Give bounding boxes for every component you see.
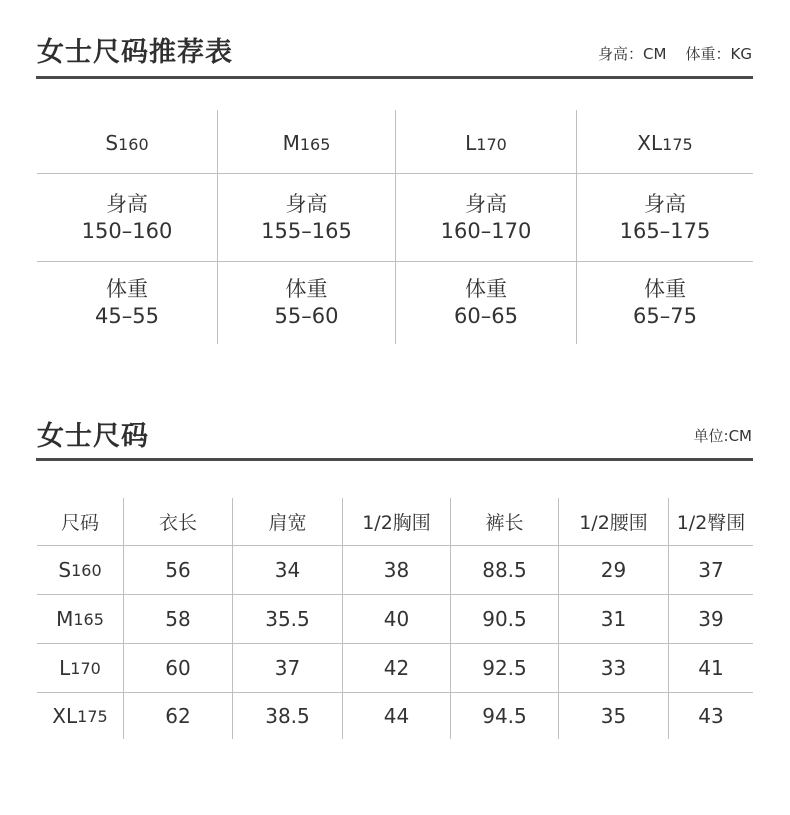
size-label-cell [37, 693, 124, 739]
column-header: 1/2胸围 [343, 498, 451, 546]
measurement-value: 58 [124, 595, 233, 644]
weight-label: 体重 [644, 277, 686, 301]
size-number: 170 [476, 134, 507, 154]
size-letter: S [105, 130, 119, 155]
size-letter: M [56, 607, 74, 631]
column-header: 1/2臀围 [669, 498, 753, 546]
measurement-value: 29 [559, 546, 669, 595]
height-cell [396, 174, 577, 262]
size-table-unit: 单位:CM [693, 427, 752, 445]
height-label: 身高 [106, 191, 148, 216]
measurement-value: 41 [669, 644, 753, 693]
weight-label: 体重 [465, 277, 507, 301]
weight-cell [218, 262, 396, 344]
size-number: 165 [299, 134, 331, 154]
recommend-table-title: 女士尺码推荐表 [37, 37, 233, 68]
size-recommend-table [37, 110, 753, 344]
size-number: 160 [118, 134, 149, 154]
height-cell [37, 174, 218, 262]
size-letter: XL [637, 130, 663, 155]
section-divider [36, 458, 753, 461]
column-header: 裤长 [451, 498, 559, 546]
weight-label: 体重 [285, 277, 328, 301]
measurement-value: 88.5 [451, 546, 559, 595]
size-label-cell [37, 546, 124, 595]
measurement-value: 39 [669, 595, 753, 644]
size-table-title: 女士尺码 [37, 421, 149, 452]
size-number: 175 [662, 134, 693, 154]
height-label: 身高 [465, 191, 507, 216]
column-header: 肩宽 [233, 498, 343, 546]
measurement-value: 38 [343, 546, 451, 595]
measurement-value: 92.5 [451, 644, 559, 693]
recommend-table-unit: 身高：CM 体重：KG [598, 45, 752, 63]
measurement-value: 34 [233, 546, 343, 595]
weight-cell [577, 262, 753, 344]
size-number: 175 [77, 706, 108, 726]
measurement-value: 33 [559, 644, 669, 693]
size-number: 165 [73, 609, 104, 629]
size-letter: XL [52, 704, 78, 728]
weight-range: 60–65 [454, 304, 518, 328]
measurement-value: 94.5 [451, 693, 559, 739]
size-letter: L [59, 656, 71, 680]
measurement-value: 37 [669, 546, 753, 595]
size-letter: S [58, 558, 72, 582]
weight-label: 体重 [106, 277, 148, 301]
measurement-value: 40 [343, 595, 451, 644]
size-label-cell [37, 644, 124, 693]
size-header-l170 [396, 110, 577, 174]
height-range: 160–170 [440, 218, 532, 243]
measurement-value: 60 [124, 644, 233, 693]
measurement-value: 43 [698, 704, 724, 728]
size-header-m165 [218, 110, 396, 174]
size-number: 170 [70, 658, 101, 678]
measurement-value: 62 [124, 693, 233, 739]
measurement-value: 38.5 [233, 693, 343, 739]
measurement-value: 37 [233, 644, 343, 693]
measurement-value: 44 [343, 693, 451, 739]
size-header-xl175 [577, 110, 753, 174]
weight-cell [396, 262, 577, 344]
size-header-s160 [37, 110, 218, 174]
section-divider [36, 76, 753, 79]
height-range: 155–165 [261, 218, 352, 243]
weight-range: 55–60 [274, 304, 339, 328]
height-cell [577, 174, 753, 262]
measurement-value: 35.5 [233, 595, 343, 644]
height-range: 165–175 [619, 218, 711, 243]
column-header: 1/2腰围 [559, 498, 669, 546]
height-label: 身高 [285, 191, 328, 216]
weight-cell [37, 262, 218, 344]
size-label-cell [37, 595, 124, 644]
measurement-value: 90.5 [451, 595, 559, 644]
measurement-value: 35 [559, 693, 669, 739]
measurement-value: 31 [559, 595, 669, 644]
weight-range: 45–55 [95, 304, 159, 328]
measurement-value: 56 [124, 546, 233, 595]
size-letter: L [465, 130, 477, 155]
column-header: 尺码 [37, 498, 124, 546]
weight-range: 65–75 [633, 304, 697, 328]
height-cell [218, 174, 396, 262]
size-number: 160 [71, 560, 102, 580]
size-measurement-table [37, 498, 753, 739]
height-range: 150–160 [81, 218, 173, 243]
size-letter: M [282, 130, 300, 155]
column-header: 衣长 [124, 498, 233, 546]
measurement-value: 42 [343, 644, 451, 693]
height-label: 身高 [644, 191, 686, 216]
